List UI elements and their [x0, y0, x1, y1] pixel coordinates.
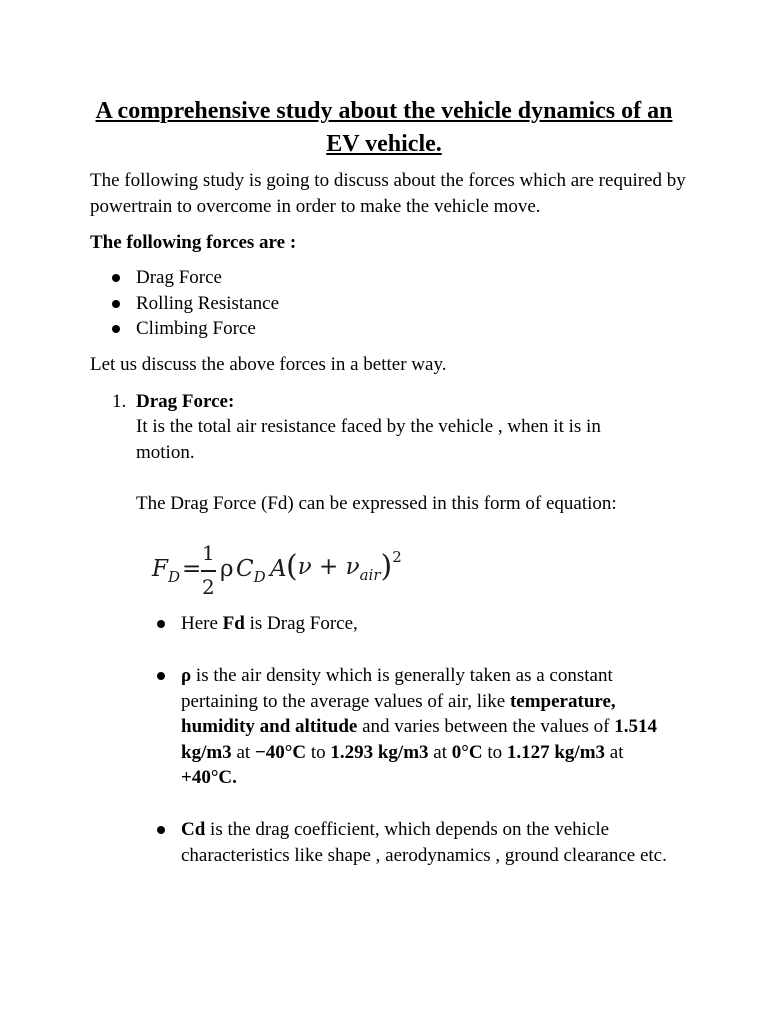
- list-item: Here Fd is Drag Force,: [155, 611, 670, 637]
- section-title: Drag Force:: [136, 391, 235, 412]
- forces-heading: The following forces are :: [90, 232, 297, 253]
- section-description: It is the total air resistance faced by the vehicle , when it is in motion.: [136, 416, 601, 463]
- bullet-icon: [157, 826, 165, 834]
- definition-list: [155, 611, 670, 637]
- bullet-icon: [157, 620, 165, 628]
- bullet-icon: [112, 274, 120, 282]
- list-item: Climbing Force: [90, 316, 690, 342]
- definition-list: [155, 817, 670, 868]
- forces-list: [90, 265, 690, 342]
- bullet-icon: [112, 300, 120, 308]
- intro-paragraph: The following study is going to discuss about the forces which are required by powertrain to overcome in order to make the vehicle move.: [90, 170, 686, 217]
- document-page: A comprehensive study about the vehicle dynamics of an EV vehicle. The following study is going to discuss about the forces which are required by powertrain to overcome in order to make the vehicle move. The following forces are : Drag Force Rolling Resistance Climbing Force Let us discuss the above forces in a better way. 1. Drag Force: It is the total air resistance faced by the vehicle , when it is in motion. The Drag Force (Fd) can be expressed in this form of equation: $F_D$ = 1 2 ρ $C_D$ A $(\nu + \nu_{air})^2$ Here Fd is Drag Force, ρ is the air density which is generally taken as a constant pertaining to the average values of air, like temperature, humidity and altitude and varies between the values of 1.514 kg/m3 at −40°C to 1.293 kg/m3 at 0°C to 1.127 kg/m3 at +40°C. Cd is the drag coefficient, which depends on the vehicle characteristics like shape , aerodynamics , ground clearance etc.: [0, 0, 768, 1024]
- list-item: ρ is the air density which is generally taken as a constant pertaining to the average values of air, like temperature, humidity and altitude and varies between the values of 1.514 kg/m3 at −40°C to 1.293 kg/m3 at 0°C to 1.127 kg/m3 at +40°C.: [155, 663, 670, 791]
- expression-intro: The Drag Force (Fd) can be expressed in this form of equation:: [136, 493, 617, 514]
- section-number: 1.: [112, 391, 127, 412]
- list-item: Drag Force: [90, 265, 690, 291]
- document-title: A comprehensive study about the vehicle dynamics of an EV vehicle.: [95, 98, 673, 157]
- definition-list: [155, 663, 670, 791]
- list-item: Cd is the drag coefficient, which depends on the vehicle characteristics like shape , aerodynamics , ground clearance etc.: [155, 817, 670, 868]
- discuss-paragraph: Let us discuss the above forces in a better way.: [90, 354, 447, 375]
- list-item: Rolling Resistance: [90, 291, 690, 317]
- bullet-icon: [112, 325, 120, 333]
- bullet-icon: [157, 672, 165, 680]
- fraction-bar: [201, 570, 216, 572]
